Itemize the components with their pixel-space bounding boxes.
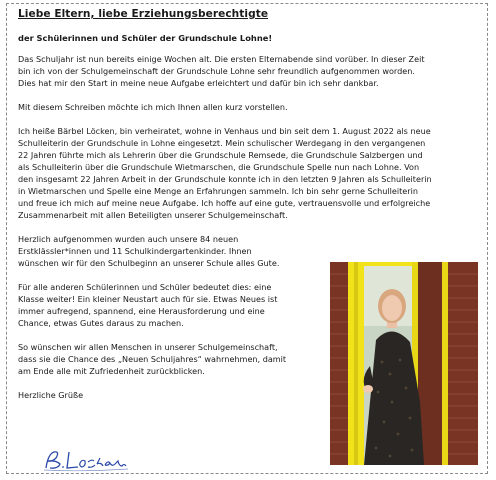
body-line: So wünschen wir allen Menschen in unserer Schulgemeinschaft, [18,342,278,352]
body-line: in Wietmarschen und Spelle eine Menge an Erfahrungen sammeln. Ich bin sehr gerne Schulleiterin [18,186,418,196]
body-line: Klasse weiter! Ein kleiner Neustart auch für sie. Etwas Neues ist [18,294,278,304]
body-line: dass sie die Chance des „Neuen Schuljahres“ wahrnehmen, damit [18,354,287,364]
body-line: als Schulleiterin über die Grundschule Wietmarschen, die Grundschule Spelle nun nach Lohne. Von [18,162,420,172]
body-line: Herzlich aufgenommen wurden auch unsere 84 neuen [18,234,239,244]
body-line: Erstklässler*innen und 11 Schulkindergartenkinder. Ihnen [18,246,252,256]
body-line: immer aufregend, spannend, eine Herausforderung und eine [18,306,265,316]
principal-photo [330,262,478,465]
body-line: Zusammenarbeit mit allen Beteiligten unserer Schulgemeinschaft. [18,210,288,220]
body-line: am Ende alle mit Zufriedenheit zurückblicken. [18,366,205,376]
body-line: Ich heiße Bärbel Löcken, bin verheiratet, wohne in Venhaus und bin seit dem 1. August 2022 als neue [18,126,431,136]
body-line: wünschen wir für den Schulbeginn an unserer Schule alles Gute. [18,258,280,268]
body-line: Mit diesem Schreiben möchte ich mich Ihnen allen kurz vorstellen. [18,102,288,112]
letter-subheading: der Schülerinnen und Schüler der Grundschule Lohne! [18,33,273,43]
body-line: bin ich von der Schulgemeinschaft der Grundschule Lohne sehr freundlich aufgenommen worden. [18,66,415,76]
body-line: den insgesamt 22 Jahren Arbeit in der Grundschule konnte ich in den letzten 9 Jahren als Schulleiterin [18,174,432,184]
body-line: Dies hat mir den Start in meine neue Aufgabe erleichtert und dafür bin ich sehr dankbar. [18,78,379,88]
body-line: Schulleiterin der Grundschule in Lohne eingesetzt. Mein schulischer Werdegang in den vergangenen [18,138,426,148]
signature [42,448,132,472]
letter-heading: Liebe Eltern, liebe Erziehungsberechtigte [18,8,269,20]
body-line: Chance, etwas Gutes daraus zu machen. [18,318,184,328]
body-line: 22 Jahren führte mich als Lehrerin über die Grundschule Remsede, die Grundschule Salzbergen und [18,150,423,160]
closing-line: Herzliche Grüße [18,390,84,400]
body-line: Für alle anderen Schülerinnen und Schüler bedeutet dies: eine [18,282,272,292]
body-line: Das Schuljahr ist nun bereits einige Wochen alt. Die ersten Elternabende sind vorüber. In dieser Zeit [18,54,425,64]
body-line: und freue ich mich auf meine neue Aufgabe. Ich hoffe auf eine gute, vertrauensvolle und erfolgreiche [18,198,431,208]
